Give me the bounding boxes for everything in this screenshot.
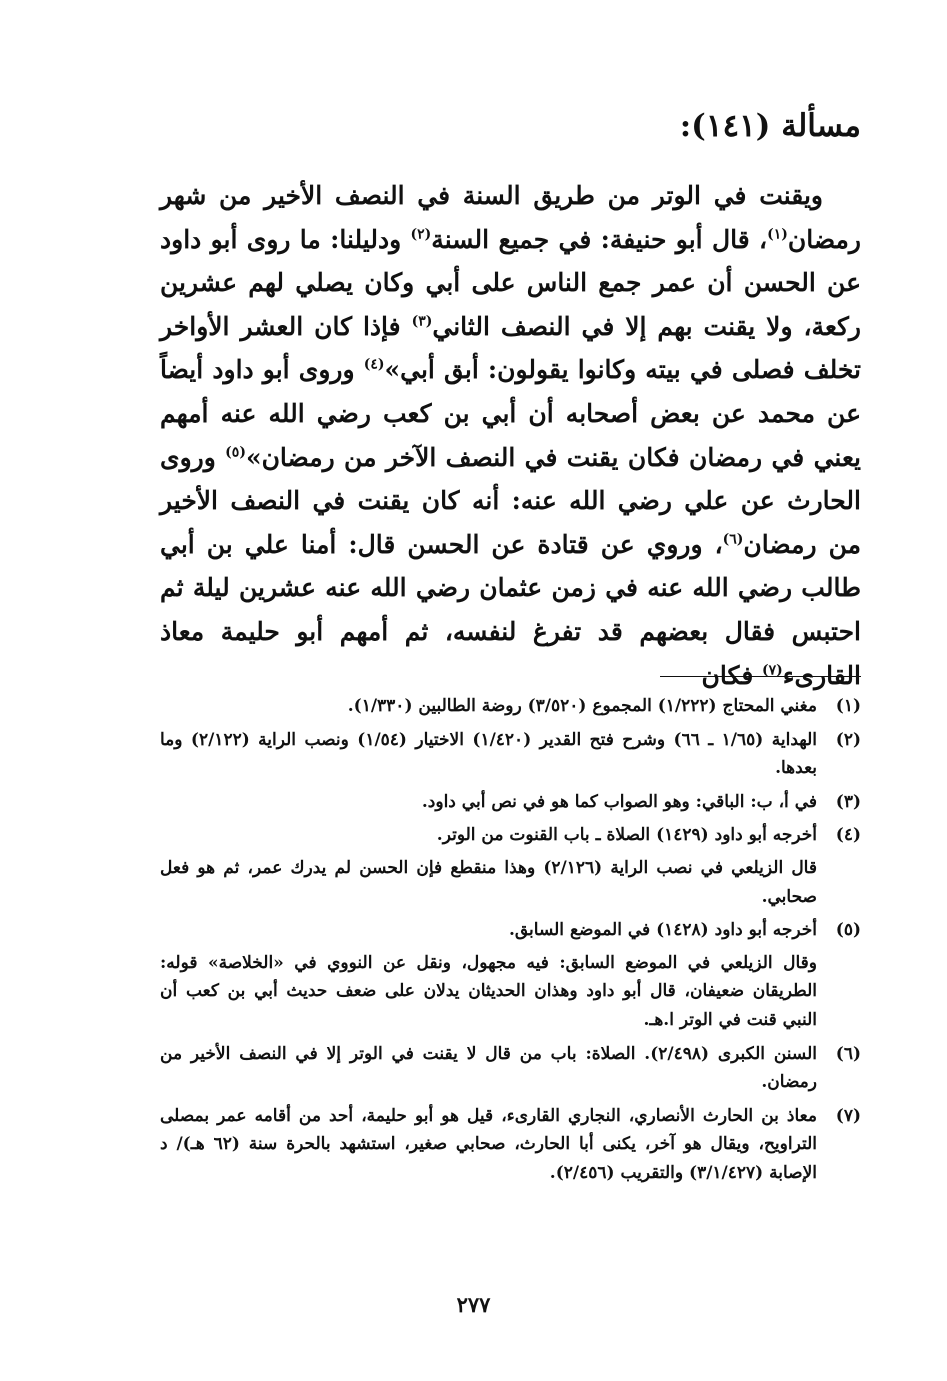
footnote-text: في أ، ب: الباقي: وهو الصواب كما هو في نص أبي داود. xyxy=(421,791,817,812)
footnote-ref-4: (٤) xyxy=(363,357,385,374)
footnote-number: (١) xyxy=(835,696,861,716)
main-text-segment: فإذا كان العشر الأواخر تخلف فصلى في بيته وكانوا يقولون: أبق أبي» xyxy=(160,311,861,385)
page-number: ٢٧٧ xyxy=(456,1292,491,1317)
footnote-ref-1: (١) xyxy=(767,226,788,243)
footnotes xyxy=(160,692,861,1193)
footnote-number: (٣) xyxy=(835,791,861,812)
main-text-segment: ودليلنا: ما روى أبو داود عن الحسن أن عمر جمع الناس على أبي وكان يصلي لهم عشرين ركعة، ولا يقنت بهم إلا في النصف الثاني xyxy=(160,224,861,341)
footnote-number: (٦) xyxy=(835,1043,861,1064)
footnote-text: أخرجه أبو داود (١٤٢٨) في الموضع السابق. xyxy=(508,920,817,941)
footnote-item xyxy=(160,916,861,1034)
footnote-text: مغني المحتاج (١/٢٢٢) المجموع (٣/٥٢٠) روضة الطالبين (١/٣٣٠). xyxy=(347,696,817,716)
footnote-number: (٧) xyxy=(835,1105,861,1126)
footnote-number: (٢) xyxy=(835,729,861,750)
issue-heading: مسألة (١٤١): xyxy=(679,108,861,144)
footnote-commentary: وقال الزيلعي في الموضع السابق: فيه مجهول، ونقل عن النووي في «الخلاصة» قوله: الطريقان ضعيفان، قال أبو داود وهذان الحديثان يدلان على ضعف حديث أبي بن كعب أن النبي قنت في الوتر ا.هـ. xyxy=(160,952,817,1030)
main-text-segment: فكان xyxy=(701,660,762,690)
main-text-segment: وروى الحارث عن علي رضي الله عنه: أنه كان يقنت في النصف الأخير من رمضان xyxy=(160,442,861,559)
footnote-ref-2: (٢) xyxy=(410,226,432,243)
footnote-separator xyxy=(660,676,861,677)
footnote-text: السنن الكبرى (٢/٤٩٨). الصلاة: باب من قال لا يقنت في الوتر إلا في النصف الأخير من رمضان. xyxy=(160,1043,817,1093)
main-text-segment: وروى أبو داود أيضاً عن محمد عن بعض أصحابه أن أبي بن كعب رضي الله عنه أمهم يعني في رمضان فكان يقنت في النصف الآخر من رمضان» xyxy=(160,355,861,472)
main-text xyxy=(160,174,861,690)
footnote-ref-5: (٥) xyxy=(225,444,246,461)
footnote-item xyxy=(160,692,861,721)
footnote-text: أخرجه أبو داود (١٤٢٩) الصلاة ـ باب القنوت من الوتر. xyxy=(436,825,817,846)
footnote-ref-6: (٦) xyxy=(722,531,744,548)
footnote-item xyxy=(160,821,861,911)
footnote-item xyxy=(160,1040,861,1097)
main-text-segment: ، وروي عن قتادة عن الحسن قال: أمنا علي بن أبي طالب رضي الله عنه في زمن عثمان رضي الله عنه عشرين ليلة ثم احتبس فقال بعضهم قد تفرغ لنفسه، ثم أمهم أبو حليمة معاذ القارىء xyxy=(160,529,861,690)
footnote-item xyxy=(160,726,861,783)
footnote-text: معاذ بن الحارث الأنصاري، النجاري القارىء، قيل هو أبو حليمة، أحد من أقامه عمر بمصلى التراويح، ويقال هو آخر، يكنى أبا الحارث، صحابي صغير، استشهد بالحرة سنة (٦٢ هـ)/ د الإصابة (٣/١/٤٢٧) والتقريب (٢/٤٥٦). xyxy=(160,1105,818,1183)
footnote-item xyxy=(160,788,861,817)
footnote-number: (٤) xyxy=(835,825,861,846)
footnote-item xyxy=(160,1102,861,1188)
footnote-text: الهداية (١/٦٥ ـ ٦٦) وشرح فتح القدير (١/٤٢٠) الاختيار (١/٥٤) ونصب الراية (٢/١٢٢) وما بعدها. xyxy=(160,729,817,779)
main-text-segment: ، قال أبو حنيفة: في جميع السنة xyxy=(431,224,768,254)
footnote-ref-7: (٧) xyxy=(761,662,783,679)
footnote-commentary: قال الزيلعي في نصب الراية (٢/١٢٦) وهذا منقطع فإن الحسن لم يدرك عمر، ثم هو فعل صحابي. xyxy=(160,857,817,907)
footnote-number: (٥) xyxy=(835,920,861,941)
main-text-segment: ويقنت في الوتر من طريق السنة في النصف الأخير من شهر رمضان xyxy=(160,181,861,254)
footnote-ref-3: (٣) xyxy=(411,313,433,330)
